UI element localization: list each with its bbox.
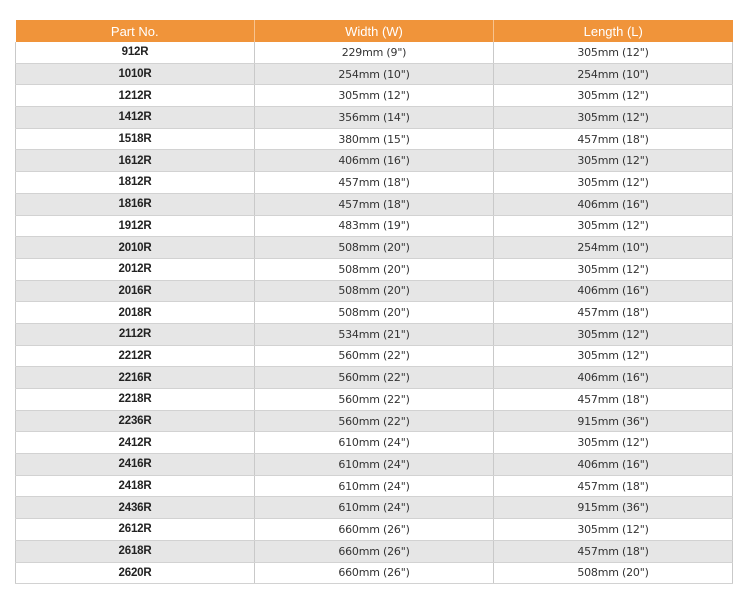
table-row — [16, 172, 733, 194]
part-no-cell: 1612R — [16, 150, 255, 172]
table-row — [16, 389, 733, 411]
length-cell: 457mm (18") — [494, 302, 733, 324]
length-cell: 457mm (18") — [494, 389, 733, 411]
width-cell: 508mm (20") — [255, 302, 494, 324]
part-no-cell: 2016R — [16, 280, 255, 302]
width-cell: 560mm (22") — [255, 367, 494, 389]
table-row — [16, 519, 733, 541]
width-cell: 610mm (24") — [255, 454, 494, 476]
length-cell: 406mm (16") — [494, 454, 733, 476]
length-cell: 305mm (12") — [494, 258, 733, 280]
length-cell: 305mm (12") — [494, 107, 733, 129]
length-cell: 305mm (12") — [494, 172, 733, 194]
part-no-cell: 1912R — [16, 215, 255, 237]
width-cell: 660mm (26") — [255, 562, 494, 584]
table-row — [16, 562, 733, 584]
part-no-cell: 2012R — [16, 258, 255, 280]
length-cell: 508mm (20") — [494, 562, 733, 584]
length-cell: 305mm (12") — [494, 432, 733, 454]
part-no-cell: 2416R — [16, 454, 255, 476]
length-cell: 406mm (16") — [494, 367, 733, 389]
length-cell: 305mm (12") — [494, 323, 733, 345]
width-cell: 508mm (20") — [255, 237, 494, 259]
width-cell: 406mm (16") — [255, 150, 494, 172]
table-row — [16, 497, 733, 519]
table-row — [16, 258, 733, 280]
table-row — [16, 107, 733, 129]
length-cell: 254mm (10") — [494, 63, 733, 85]
width-cell: 508mm (20") — [255, 280, 494, 302]
width-cell: 508mm (20") — [255, 258, 494, 280]
part-no-cell: 2010R — [16, 237, 255, 259]
width-cell: 560mm (22") — [255, 345, 494, 367]
width-cell: 534mm (21") — [255, 323, 494, 345]
table-row — [16, 454, 733, 476]
table-row — [16, 215, 733, 237]
length-cell: 406mm (16") — [494, 193, 733, 215]
width-cell: 560mm (22") — [255, 389, 494, 411]
size-table — [15, 20, 733, 584]
width-cell: 610mm (24") — [255, 432, 494, 454]
table-row — [16, 475, 733, 497]
part-no-cell: 2436R — [16, 497, 255, 519]
part-no-cell: 1812R — [16, 172, 255, 194]
header-part-no: Part No. — [16, 20, 255, 42]
table-body — [16, 42, 733, 584]
table-row — [16, 432, 733, 454]
part-no-cell: 2212R — [16, 345, 255, 367]
width-cell: 560mm (22") — [255, 410, 494, 432]
table-row — [16, 302, 733, 324]
length-cell: 915mm (36") — [494, 497, 733, 519]
table-row — [16, 410, 733, 432]
header-length: Length (L) — [494, 20, 733, 42]
part-no-cell: 2218R — [16, 389, 255, 411]
table-row — [16, 193, 733, 215]
length-cell: 305mm (12") — [494, 150, 733, 172]
part-no-cell: 2618R — [16, 540, 255, 562]
table-row — [16, 150, 733, 172]
part-no-cell: 2418R — [16, 475, 255, 497]
part-no-cell: 1212R — [16, 85, 255, 107]
length-cell: 305mm (12") — [494, 85, 733, 107]
table-row — [16, 63, 733, 85]
part-no-cell: 2412R — [16, 432, 255, 454]
length-cell: 406mm (16") — [494, 280, 733, 302]
table-row — [16, 237, 733, 259]
part-no-cell: 2018R — [16, 302, 255, 324]
width-cell: 483mm (19") — [255, 215, 494, 237]
length-cell: 457mm (18") — [494, 475, 733, 497]
length-cell: 915mm (36") — [494, 410, 733, 432]
length-cell: 457mm (18") — [494, 540, 733, 562]
length-cell: 254mm (10") — [494, 237, 733, 259]
part-no-cell: 912R — [16, 42, 255, 63]
table-row — [16, 323, 733, 345]
table-row — [16, 540, 733, 562]
table-row — [16, 367, 733, 389]
size-table-container — [15, 20, 732, 584]
table-row — [16, 345, 733, 367]
width-cell: 229mm (9") — [255, 42, 494, 63]
part-no-cell: 2612R — [16, 519, 255, 541]
header-width: Width (W) — [255, 20, 494, 42]
part-no-cell: 1412R — [16, 107, 255, 129]
part-no-cell: 2620R — [16, 562, 255, 584]
length-cell: 457mm (18") — [494, 128, 733, 150]
part-no-cell: 1816R — [16, 193, 255, 215]
width-cell: 660mm (26") — [255, 519, 494, 541]
width-cell: 610mm (24") — [255, 497, 494, 519]
part-no-cell: 1010R — [16, 63, 255, 85]
width-cell: 380mm (15") — [255, 128, 494, 150]
part-no-cell: 1518R — [16, 128, 255, 150]
width-cell: 305mm (12") — [255, 85, 494, 107]
width-cell: 254mm (10") — [255, 63, 494, 85]
table-row — [16, 128, 733, 150]
length-cell: 305mm (12") — [494, 215, 733, 237]
part-no-cell: 2112R — [16, 323, 255, 345]
width-cell: 356mm (14") — [255, 107, 494, 129]
width-cell: 457mm (18") — [255, 193, 494, 215]
width-cell: 457mm (18") — [255, 172, 494, 194]
part-no-cell: 2216R — [16, 367, 255, 389]
length-cell: 305mm (12") — [494, 519, 733, 541]
length-cell: 305mm (12") — [494, 42, 733, 63]
part-no-cell: 2236R — [16, 410, 255, 432]
table-header — [16, 20, 733, 42]
length-cell: 305mm (12") — [494, 345, 733, 367]
table-row — [16, 85, 733, 107]
header-row — [16, 20, 733, 42]
width-cell: 660mm (26") — [255, 540, 494, 562]
table-row — [16, 42, 733, 63]
table-row — [16, 280, 733, 302]
width-cell: 610mm (24") — [255, 475, 494, 497]
